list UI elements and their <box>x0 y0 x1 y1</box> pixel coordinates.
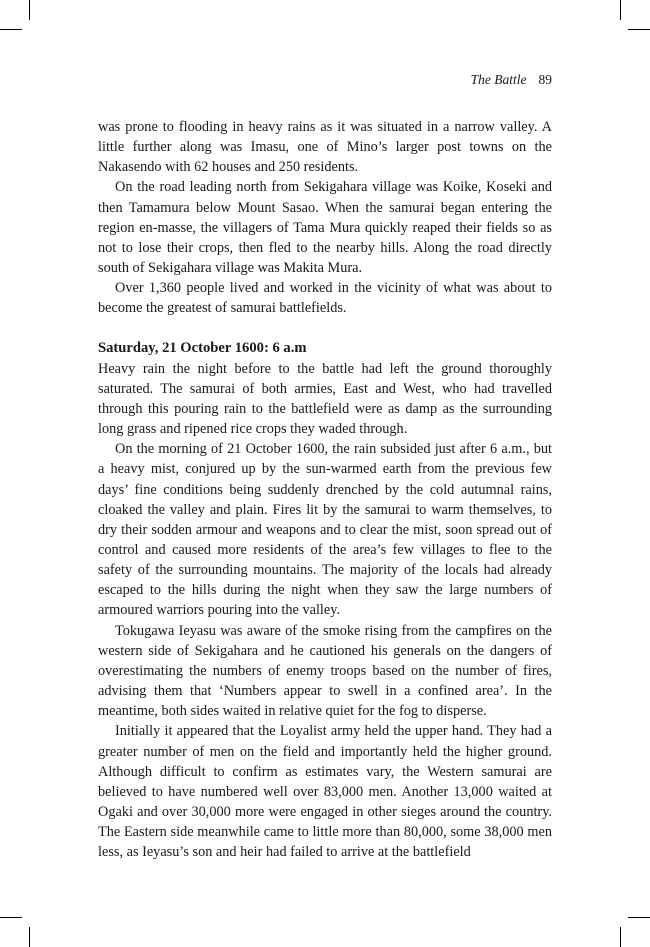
chapter-title: The Battle <box>470 72 527 87</box>
paragraph: was prone to flooding in heavy rains as it was situated in a narrow valley. A little further along was Imasu, one of Mino’s larger post towns on the Nakasendo with 62 houses and 250 residents. <box>98 119 552 176</box>
crop-mark <box>628 29 650 30</box>
paragraph: Initially it appeared that the Loyalist army held the upper hand. They had a greater number of men on the field and importantly held the higher ground. Although difficult to confirm as estimates vary, the Western samurai are believed to have numbered well over 83,000 men. Another 13,000 waited at Ogaki and over 30,000 more were engaged in other sieges around the country. The Eastern side meanwhile came to little more than 80,000, some 38,000 men less, as Ieyasu’s son and heir had failed to arrive at the battlefield <box>98 723 552 861</box>
page-body <box>98 117 552 862</box>
paragraph: On the morning of 21 October 1600, the rain subsided just after 6 a.m., but a heavy mist, conjured up by the sun-warmed earth from the previous few days’ fine conditions being suddenly drenched by the cold autumnal rains, cloaked the valley and plain. Fires lit by the samurai to warm themselves, to dry their sodden armour and weapons and to clear the mist, soon spread out of control and caused more residents of the area’s few villages to flee to the safety of the surrounding mountains. The majority of the locals had already escaped to the hills during the night when they saw the large numbers of armoured warriors pouring into the valley. <box>98 441 552 619</box>
crop-mark <box>620 0 621 20</box>
crop-mark <box>620 927 621 947</box>
crop-mark <box>0 29 22 30</box>
crop-mark <box>29 0 30 20</box>
running-head <box>471 72 552 88</box>
crop-mark <box>628 917 650 918</box>
section-heading: Saturday, 21 October 1600: 6 a.m <box>98 339 307 356</box>
paragraph: Over 1,360 people lived and worked in the vicinity of what was about to become the greatest of samurai battlefields. <box>98 280 552 317</box>
crop-mark <box>0 917 22 918</box>
paragraph: Heavy rain the night before to the battle had left the ground thoroughly saturated. The samurai of both armies, East and West, who had travelled through this pouring rain to the battlefield were as damp as the surrounding long grass and ripened rice crops they waded through. <box>98 360 552 438</box>
page-number: 89 <box>538 72 552 87</box>
paragraph: On the road leading north from Sekigahara village was Koike, Koseki and then Tamamura below Mount Sasao. When the samurai began entering the region en-masse, the villagers of Tama Mura quickly reaped their fields so as not to lose their crops, then fled to the nearby hills. Along the road directly south of Sekigahara village was Makita Mura. <box>98 179 552 277</box>
paragraph: Tokugawa Ieyasu was aware of the smoke rising from the campfires on the western side of Sekigahara and he cautioned his generals on the dangers of overestimating the numbers of enemy troops based on the number of fires, advising them that ‘Numbers appear to swell in a confined area’. In the meantime, both sides waited in relative quiet for the fog to disperse. <box>98 622 552 720</box>
crop-mark <box>29 927 30 947</box>
